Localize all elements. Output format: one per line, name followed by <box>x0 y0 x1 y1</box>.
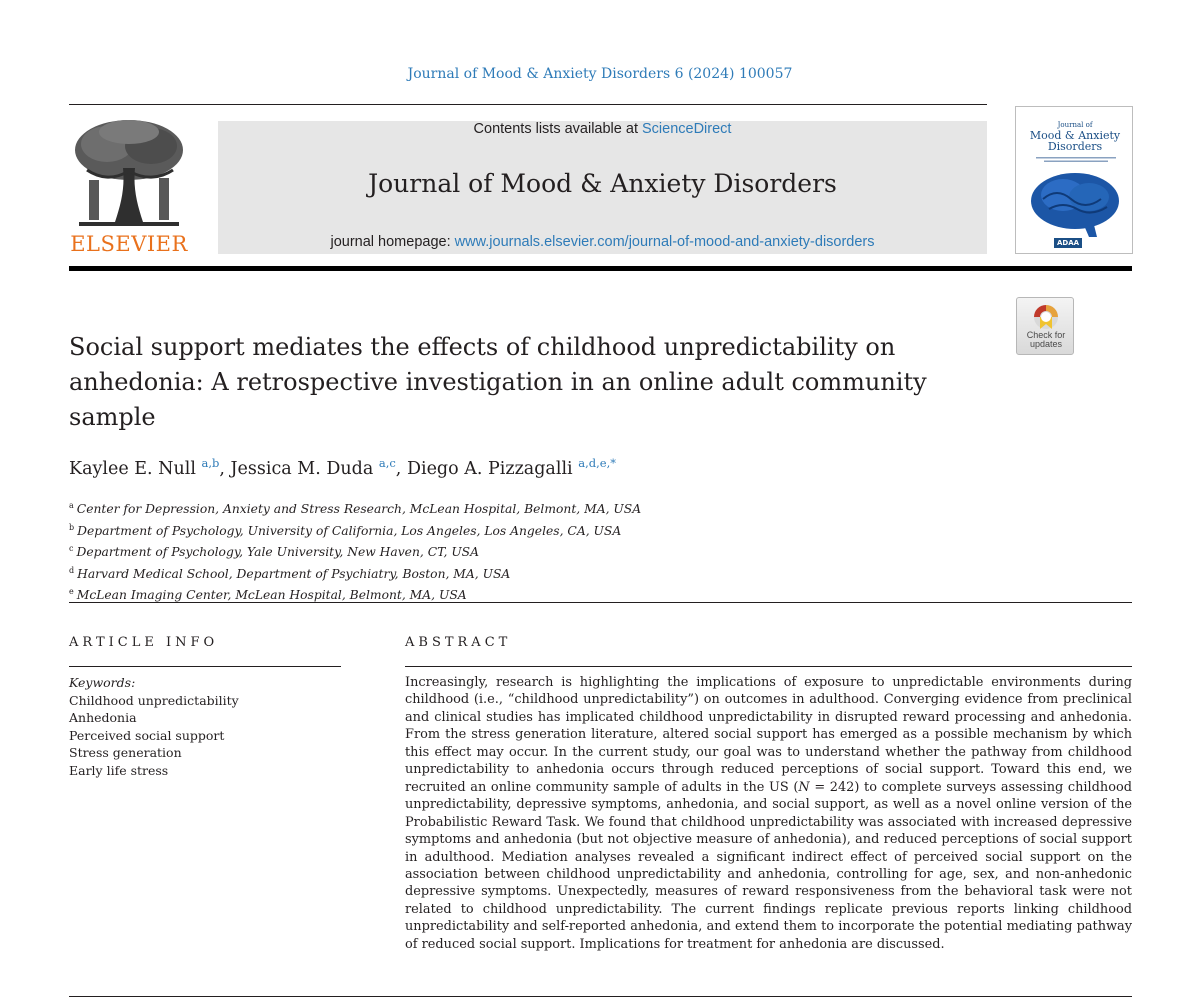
publisher-wordmark: ELSEVIER <box>70 232 188 256</box>
cover-title <box>1022 121 1128 152</box>
cover-badge: ADAA <box>1054 238 1082 248</box>
abstract-text-part: Increasingly, research is highlighting the implications of exposure to unpredictable environments during childhood (i.e., “childhood unpredictability”) on outcomes in adulthood. Converging evidence from preclinical and clinical studies has implicated childhood unpredictability in disrupted reward processing and anhedonia. From the stress generation literature, altered social support has emerged as a possible mechanism by which this effect may occur. In the current study, our goal was to understand whether the pathway from childhood unpredictability to anhedonia occurs through reduced perceptions of social support. Toward this end, we recruited an online community sample of adults in the US ( <box>405 675 1132 795</box>
contents-prefix: Contents lists available at <box>473 121 642 137</box>
check-for-updates-button[interactable] <box>1016 297 1074 355</box>
keyword-item: Anhedonia <box>69 710 137 725</box>
author-affiliation-marks[interactable]: a,d,e,* <box>578 456 616 470</box>
sciencedirect-link[interactable]: ScienceDirect <box>642 121 732 137</box>
author-name[interactable]: Kaylee E. Null <box>69 458 196 479</box>
homepage-prefix: journal homepage: <box>330 234 455 250</box>
affiliation-text: Center for Depression, Anxiety and Stress Research, McLean Hospital, Belmont, MA, USA <box>76 502 642 517</box>
keywords-label: Keywords: <box>69 675 136 690</box>
author-affiliation-marks[interactable]: a,b <box>201 456 220 470</box>
keywords-section <box>69 674 341 779</box>
journal-title: Journal of Mood & Anxiety Disorders <box>368 169 837 198</box>
affiliation-text: Harvard Medical School, Department of Psychiatry, Boston, MA, USA <box>77 566 511 581</box>
header-divider <box>69 266 1132 271</box>
author-list: Kaylee E. Null $^{a,b}$, Jessica M. Duda $^{a,c}$, Diego A. Pizzagalli $^{a,d,e,*}$ <box>69 456 616 479</box>
abstract-text <box>405 674 1132 953</box>
keyword-item: Perceived social support <box>69 727 225 743</box>
elsevier-logo[interactable] <box>69 118 189 258</box>
abstract-heading: ABSTRACT <box>405 635 512 650</box>
abstract-text-part: = 242) to complete surveys assessing childhood unpredictability, depressive symptoms, anhedonia, and social support, as well as a novel online version of the Probabilistic Reward Task. We found that childhood unpredictability was associated with increased depressive symptoms and anhedonia (but not objective measure of anhedonia), and reduced perceptions of social support in adulthood. Mediation analyses revealed a significant indirect effect of perceived social support on the association between childhood unpredictability and anhedonia, controlling for age, sex, and non-anhedonic depressive symptoms. Unexpectedly, measures of reward responsiveness from the behavioral task were not related to childhood unpredictability. The current findings replicate previous reports linking childhood unpredictability and self-reported anhedonia, and extend them to incorporate the potential mediating pathway of reduced social support. Implications for treatment for anhedonia are discussed. <box>405 779 1133 952</box>
check-label-line: updates <box>1029 339 1063 349</box>
affiliation-text: McLean Imaging Center, McLean Hospital, Belmont, MA, USA <box>76 588 467 603</box>
keywords-list <box>69 692 341 780</box>
journal-cover-thumbnail[interactable] <box>1015 106 1133 254</box>
affiliation-mark: e <box>69 587 74 597</box>
keyword-item: Childhood unpredictability <box>69 692 239 708</box>
affiliation-item <box>69 497 969 519</box>
article-title: Social support mediates the effects of childhood unpredictability on anhedonia: A retrospective investigation in an online adult community sample <box>69 333 927 431</box>
affiliation-mark: a <box>69 501 74 510</box>
affiliation-mark: c <box>69 544 74 554</box>
sample-size-symbol: N <box>798 779 810 795</box>
cover-subtitle-lines <box>1036 157 1116 163</box>
affiliation-mark: b <box>69 522 75 532</box>
affiliation-item <box>69 562 969 584</box>
cover-title-line: Mood & Anxiety <box>1029 129 1121 142</box>
cover-title-line: Disorders <box>1047 140 1103 153</box>
article-info-heading: ARTICLE INFO <box>69 635 219 650</box>
author-name[interactable]: Diego A. Pizzagalli <box>406 458 573 479</box>
divider <box>69 666 341 667</box>
journal-citation[interactable]: Journal of Mood & Anxiety Disorders 6 (2024) 100057 <box>407 66 793 82</box>
check-label-line: Check for <box>1026 330 1066 340</box>
crossmark-icon <box>1032 303 1060 331</box>
check-for-updates-label <box>1017 331 1075 349</box>
cover-title-line: Journal of <box>1057 121 1093 129</box>
homepage-line <box>218 234 987 250</box>
author-name[interactable]: Jessica M. Duda <box>230 458 374 479</box>
affiliation-mark: d <box>69 565 75 575</box>
affiliation-item <box>69 519 969 541</box>
brain-icon <box>1023 165 1127 241</box>
contents-line <box>218 121 987 137</box>
author-affiliation-marks[interactable]: a,c <box>378 456 396 470</box>
divider <box>69 104 987 105</box>
divider <box>69 602 1132 603</box>
journal-masthead <box>218 121 987 254</box>
keyword-item: Early life stress <box>69 762 169 778</box>
keyword-item: Stress generation <box>69 745 182 760</box>
affiliation-text: Department of Psychology, Yale University, New Haven, CT, USA <box>76 545 479 560</box>
affiliation-list <box>69 497 969 605</box>
journal-homepage-link[interactable]: www.journals.elsevier.com/journal-of-mood-and-anxiety-disorders <box>454 234 875 250</box>
affiliation-text: Department of Psychology, University of California, Los Angeles, Los Angeles, CA, USA <box>77 523 622 538</box>
divider <box>405 666 1132 667</box>
tree-icon <box>69 118 189 230</box>
divider <box>69 996 1132 997</box>
affiliation-item <box>69 540 969 562</box>
